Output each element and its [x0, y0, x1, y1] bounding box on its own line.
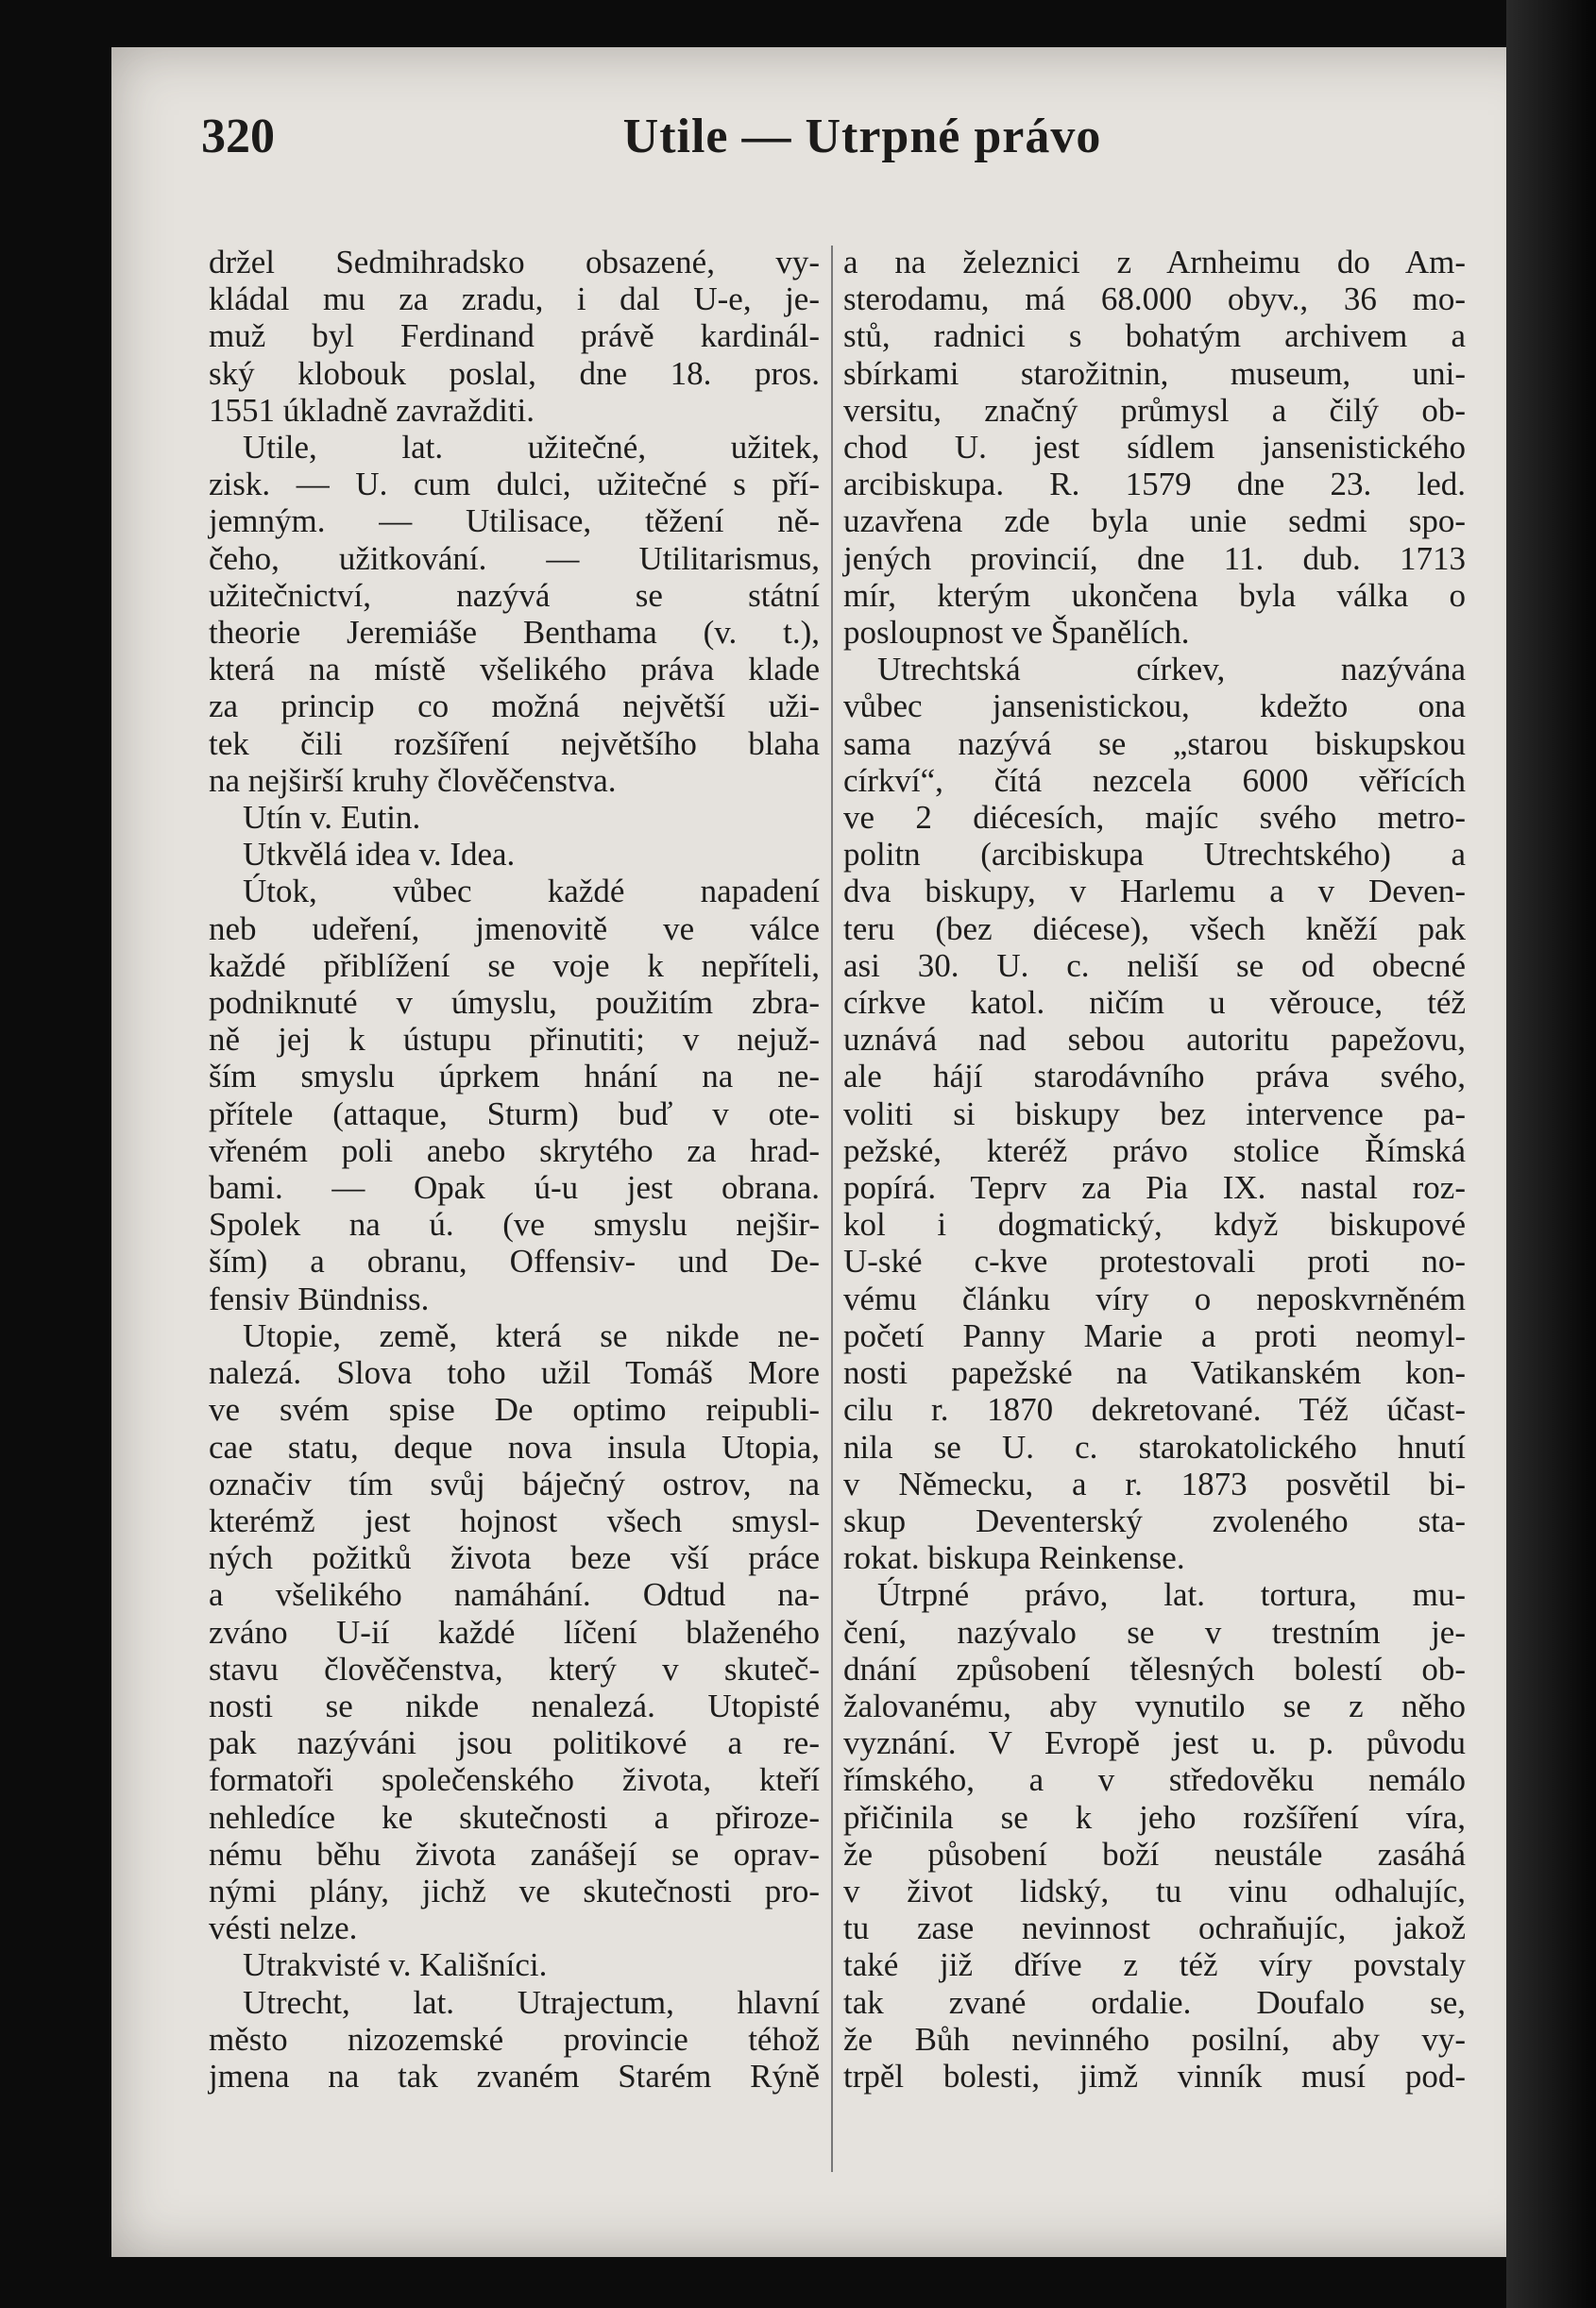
text-line: 1551 úkladně zavražditi. — [209, 391, 535, 429]
text-line: užitečnictví, nazývá se státní — [209, 576, 820, 614]
text-line: voliti si biskupy bez intervence pa- — [843, 1095, 1466, 1132]
text-line: ším) a obranu, Offensiv- und De- — [209, 1243, 820, 1281]
text-line: čeho, užitkování. — Utilitarismus, — [209, 539, 820, 577]
text-line: že působení boží neustále zasáhá — [843, 1835, 1466, 1873]
text-line: Útrpné právo, lat. tortura, mu- — [877, 1576, 1466, 1614]
text-line: Utkvělá idea v. Idea. — [243, 836, 516, 874]
text-line: každé přiblížení se voje k nepříteli, — [209, 946, 820, 984]
text-line: stů, radnici s bohatým archivem a — [843, 317, 1466, 355]
text-line: za princip co možná největší uži- — [209, 687, 820, 725]
book-spine-shadow — [1506, 0, 1596, 2308]
text-line: politn (arcibiskupa Utrechtského) a — [843, 836, 1466, 874]
text-line: tak zvané ordalie. Doufalo se, — [843, 1983, 1466, 2021]
text-line: jmena na tak zvaném Starém Rýně — [209, 2057, 820, 2095]
text-line: držel Sedmihradsko obsazené, vy- — [209, 244, 820, 280]
text-line: římského, a v středověku nemálo — [843, 1761, 1466, 1799]
text-line: nila se U. c. starokatolického hnutí — [843, 1428, 1466, 1466]
text-line: muž byl Ferdinand právě kardinál- — [209, 317, 820, 355]
text-line: neb udeření, jmenovitě ve válce — [209, 909, 820, 947]
text-line: cilu r. 1870 dekretované. Též účast- — [843, 1391, 1466, 1429]
text-line: ných požitků života beze vší práce — [209, 1539, 820, 1577]
text-line: U-ské c-kve protestovali proti no- — [843, 1243, 1466, 1281]
text-line: Utile, lat. užitečné, užitek, — [243, 429, 820, 467]
text-line: ším smyslu úprkem hnání na ne- — [209, 1058, 820, 1095]
text-line: v Německu, a r. 1873 posvětil bi- — [843, 1465, 1466, 1502]
text-line: přítele (attaque, Sturm) buď v ote- — [209, 1095, 820, 1132]
text-line: kol i dogmatický, když biskupové — [843, 1206, 1466, 1244]
text-line: pak nazýváni jsou politikové a re- — [209, 1724, 820, 1762]
text-line: zváno U-ií každé líčení blaženého — [209, 1613, 820, 1651]
text-line: nehledíce ke skutečnosti a přiroze- — [209, 1798, 820, 1836]
text-line: ale hájí starodávního práva svého, — [843, 1058, 1466, 1095]
column-divider — [831, 246, 833, 2172]
text-line: že Bůh nevinného posilní, aby vy- — [843, 2020, 1466, 2058]
text-line: vyznání. V Evropě jest u. p. původu — [843, 1724, 1466, 1762]
text-line: trpěl bolesti, jimž vinník musí pod- — [843, 2057, 1466, 2095]
text-line: pežské, kteréž právo stolice Římská — [843, 1131, 1466, 1169]
text-line: Spolek na ú. (ve smyslu nejšir- — [209, 1206, 820, 1244]
text-line: a na železnici z Arnheimu do Am- — [843, 244, 1466, 280]
text-line: arcibiskupa. R. 1579 dne 23. led. — [843, 466, 1466, 503]
text-line: versitu, značný průmysl a čilý ob- — [843, 391, 1466, 429]
text-line: bami. — Opak ú-u jest obrana. — [209, 1169, 820, 1207]
text-line: dnání způsobení tělesných bolestí ob- — [843, 1650, 1466, 1688]
text-line: Utopie, země, která se nikde ne- — [243, 1316, 820, 1354]
text-line: čení, nazývalo se v trestním je- — [843, 1613, 1466, 1651]
text-line: Utrechtská církev, nazývána — [877, 651, 1466, 688]
text-line: a všelikého namáhání. Odtud na- — [209, 1576, 820, 1614]
text-line: sama nazývá se „starou biskupskou — [843, 724, 1466, 762]
text-line: tu zase nevinnost ochraňujíc, jakož — [843, 1909, 1466, 1947]
running-head: Utile — Utrpné právo — [622, 110, 1102, 163]
text-line: teru (bez diécese), všech kněží pak — [843, 909, 1466, 947]
text-line: popírá. Teprv za Pia IX. nastal roz- — [843, 1169, 1466, 1207]
text-line: město nizozemské provincie téhož — [209, 2020, 820, 2058]
right-column — [843, 244, 1466, 2095]
text-line: stavu člověčenstva, který v skuteč- — [209, 1650, 820, 1688]
text-line: Útok, vůbec každé napadení — [243, 873, 820, 910]
text-line: sterodamu, má 68.000 obyv., 36 mo- — [843, 280, 1466, 318]
text-line: vému článku víry o neposkvrněném — [843, 1280, 1466, 1317]
text-line: podniknuté v úmyslu, použitím zbra- — [209, 984, 820, 1022]
text-line: cae statu, deque nova insula Utopia, — [209, 1428, 820, 1466]
text-line: vřeném poli anebo skrytého za hrad- — [209, 1131, 820, 1169]
text-line: žalovanému, aby vynutilo se z něho — [843, 1687, 1466, 1724]
text-line: tek čili rozšíření největšího blaha — [209, 724, 820, 762]
text-line: uzavřena zde byla unie sedmi spo- — [843, 502, 1466, 540]
text-line: početí Panny Marie a proti neomyl- — [843, 1316, 1466, 1354]
text-line: církve katol. ničím u věrouce, též — [843, 984, 1466, 1022]
text-line: kterémž jest hojnost všech smysl- — [209, 1502, 820, 1539]
text-line: uznává nad sebou autoritu papežovu, — [843, 1021, 1466, 1059]
text-line: skup Deventerský zvoleného sta- — [843, 1502, 1466, 1539]
text-line: nosti se nikde nenalezá. Utopisté — [209, 1687, 820, 1724]
text-line: kládal mu za zradu, i dal U-e, je- — [209, 280, 820, 318]
text-line: ský klobouk poslal, dne 18. pros. — [209, 354, 820, 392]
text-line: označiv tím svůj báječný ostrov, na — [209, 1465, 820, 1502]
left-column — [209, 244, 820, 2095]
text-line: nému běhu života zanášejí se oprav- — [209, 1835, 820, 1873]
text-line: Utín v. Eutin. — [243, 799, 421, 837]
text-line: také již dříve z též víry povstaly — [843, 1946, 1466, 1984]
text-line: nalezá. Slova toho užil Tomáš More — [209, 1354, 820, 1392]
text-line: sbírkami starožitnin, museum, uni- — [843, 354, 1466, 392]
page-header — [201, 109, 1556, 184]
text-line: asi 30. U. c. neliší se od obecné — [843, 946, 1466, 984]
text-line: fensiv Bündniss. — [209, 1280, 430, 1317]
text-line: posloupnost ve Španělích. — [843, 614, 1190, 652]
text-line: ve 2 diécesích, majíc svého metro- — [843, 799, 1466, 837]
text-line: formatoři společenského života, kteří — [209, 1761, 820, 1799]
text-line: nosti papežské na Vatikanském kon- — [843, 1354, 1466, 1392]
text-line: theorie Jeremiáše Benthama (v. t.), — [209, 614, 820, 652]
text-line: církví“, čítá nezcela 6000 věřících — [843, 761, 1466, 799]
book-page — [111, 47, 1556, 2257]
text-line: přičinila se k jeho rozšíření víra, — [843, 1798, 1466, 1836]
text-line: na nejširší kruhy člověčenstva. — [209, 761, 617, 799]
text-line: nými plány, jichž ve skutečnosti pro- — [209, 1872, 820, 1909]
text-line: jených provincií, dne 11. dub. 1713 — [843, 539, 1466, 577]
text-line: v život lidský, tu vinu odhalujíc, — [843, 1872, 1466, 1909]
text-line: Utrakvisté v. Kališníci. — [243, 1946, 548, 1984]
text-line: která na místě všelikého práva klade — [209, 651, 820, 688]
text-line: rokat. biskupa Reinkense. — [843, 1539, 1185, 1577]
text-line: vésti nelze. — [209, 1909, 358, 1947]
text-line: mír, kterým ukončena byla válka o — [843, 576, 1466, 614]
text-line: ně jej k ústupu přinutiti; v nejuž- — [209, 1021, 820, 1059]
text-line: dva biskupy, v Harlemu a v Deven- — [843, 873, 1466, 910]
text-line: vůbec jansenistickou, kdežto ona — [843, 687, 1466, 725]
text-line: chod U. jest sídlem jansenistického — [843, 429, 1466, 467]
text-line: Utrecht, lat. Utrajectum, hlavní — [243, 1983, 820, 2021]
text-line: zisk. — U. cum dulci, užitečné s pří- — [209, 466, 820, 503]
page-number: 320 — [201, 110, 275, 163]
text-line: jemným. — Utilisace, těžení ně- — [209, 502, 820, 540]
text-line: ve svém spise De optimo reipubli- — [209, 1391, 820, 1429]
